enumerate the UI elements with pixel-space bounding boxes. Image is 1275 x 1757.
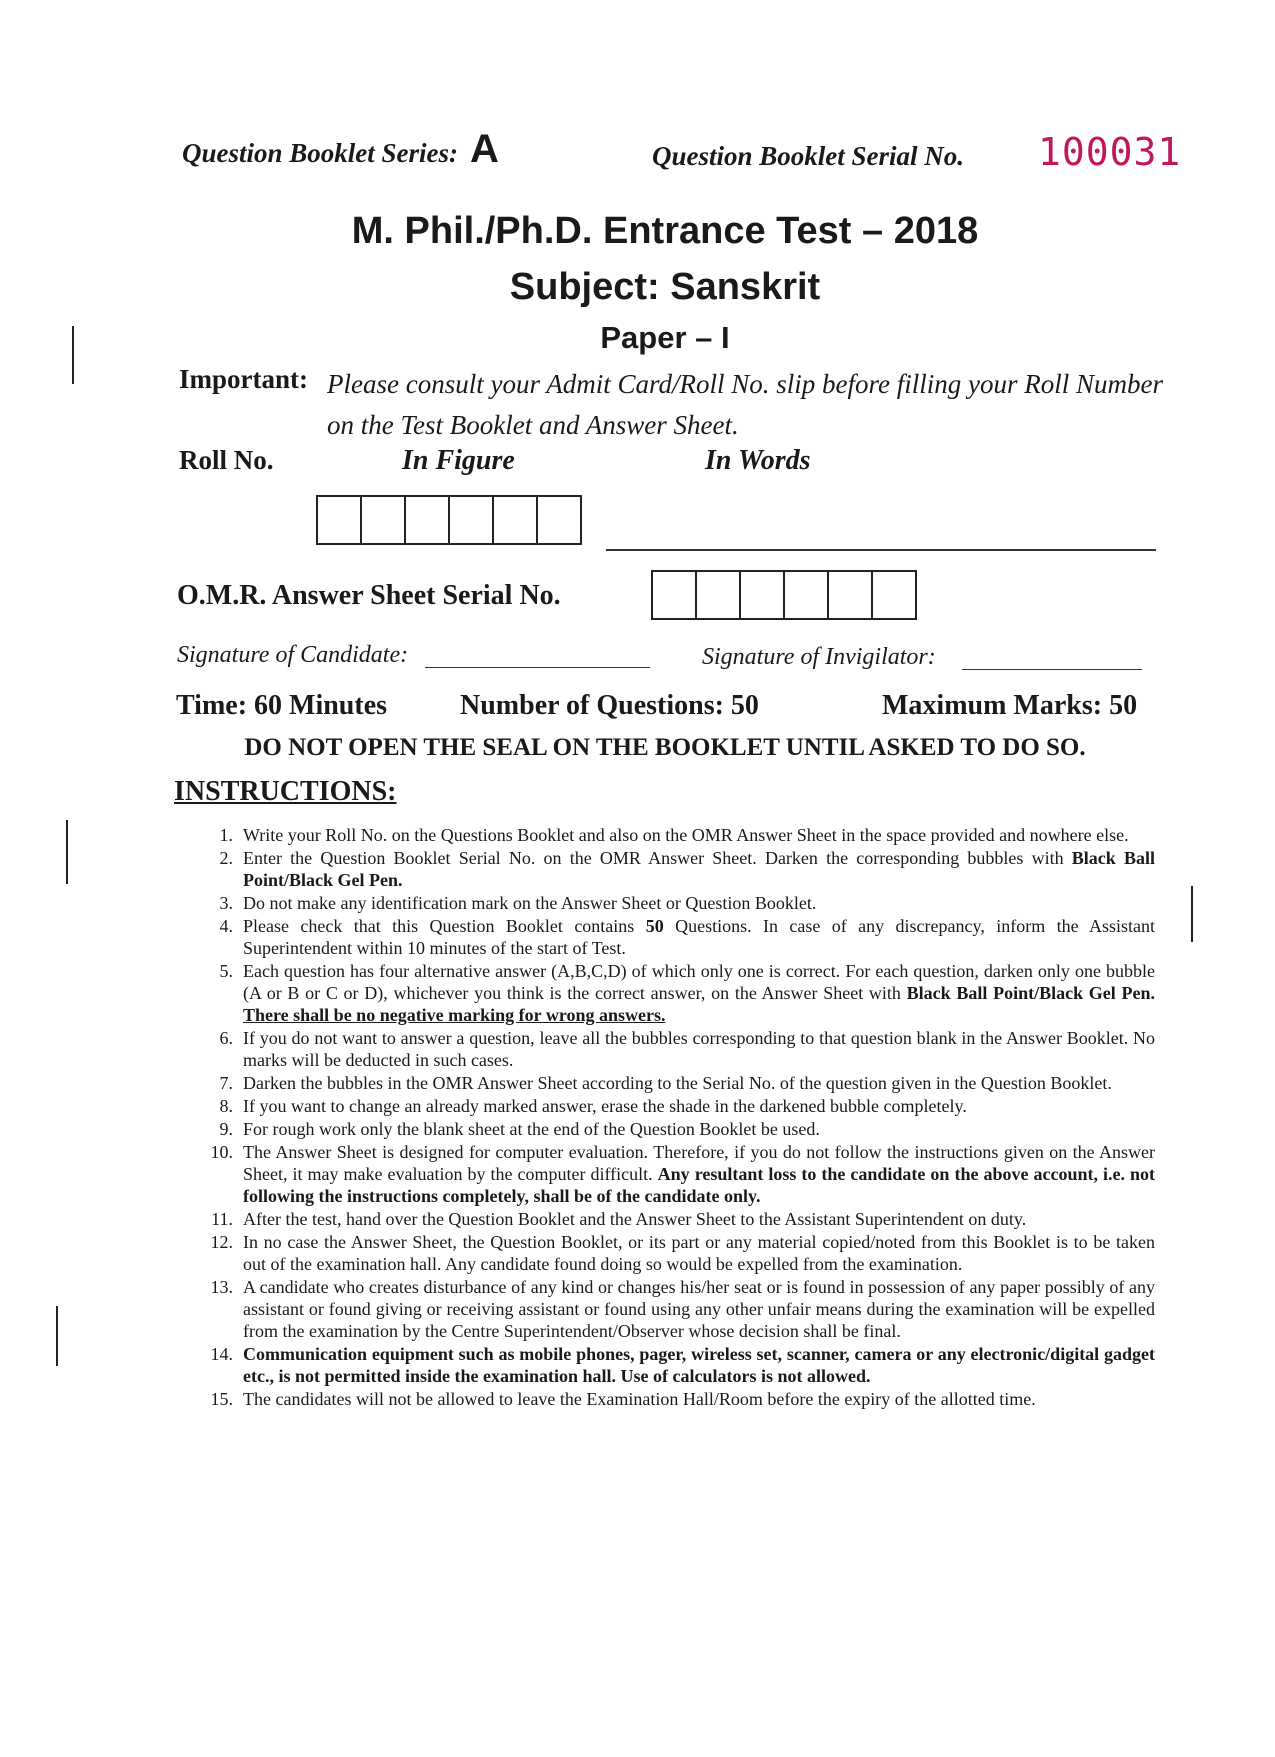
omr-digit-box[interactable] — [739, 570, 785, 620]
omr-digit-box[interactable] — [827, 570, 873, 620]
candidate-signature-line[interactable] — [425, 667, 650, 668]
roll-digit-box[interactable] — [492, 495, 538, 545]
list-item: 6. If you do not want to answer a question, leave all the bubbles corresponding to that question blank in the Answer Booklet. No marks will be deducted in such cases. — [219, 1028, 1155, 1070]
paper-title: Paper – I — [600, 320, 730, 355]
booklet-serial-label: Question Booklet Serial No. — [652, 141, 965, 171]
in-figure-label: In Figure — [402, 445, 515, 476]
list-item: 13. A candidate who creates disturbance of any kind or changes his/her seat or is found in possession of any paper possibly of any assistant or found giving or receiving assistant or found using any other unfair means during the examination will be expelled from the examination by the Centre Superintendent/Observer whose decision shall be final. — [210, 1277, 1155, 1341]
invigilator-signature-line[interactable] — [962, 669, 1142, 670]
booklet-series-label: Question Booklet Series: — [182, 138, 459, 168]
list-item: 4. Please check that this Question Booklet contains 50 Questions. In case of any discrepancy, inform the Assistant Superintendent within 10 minutes of the start of Test. — [219, 916, 1156, 958]
booklet-series-value: A — [470, 127, 499, 171]
instructions-list — [205, 824, 1155, 1411]
list-item: 14. Communication equipment such as mobile phones, pager, wireless set, scanner, camera or any electronic/digital gadget etc., is not permitted inside the examination hall. Use of calculators is not allowed. — [210, 1344, 1155, 1386]
omr-serial-label: O.M.R. Answer Sheet Serial No. — [177, 580, 561, 611]
roll-in-words-line[interactable] — [606, 549, 1156, 551]
roll-digit-box[interactable] — [536, 495, 582, 545]
list-item: 9. For rough work only the blank sheet at the end of the Question Booklet be used. — [219, 1119, 820, 1139]
booklet-serial-number: 100031 — [1038, 130, 1182, 174]
list-item: 1. Write your Roll No. on the Questions Booklet and also on the OMR Answer Sheet in the space provided and nowhere else. — [219, 825, 1129, 845]
scan-mark — [72, 326, 74, 384]
roll-digit-box[interactable] — [404, 495, 450, 545]
question-count: Number of Questions: 50 — [460, 690, 759, 721]
roll-digit-box[interactable] — [448, 495, 494, 545]
omr-digit-box[interactable] — [695, 570, 741, 620]
list-item: 11. After the test, hand over the Question Booklet and the Answer Sheet to the Assistant Superintendent on duty. — [211, 1209, 1027, 1229]
omr-digit-box[interactable] — [871, 570, 917, 620]
maximum-marks: Maximum Marks: 50 — [882, 690, 1138, 721]
important-label: Important: — [179, 364, 308, 394]
list-item: 15. The candidates will not be allowed to leave the Examination Hall/Room before the expiry of the allotted time. — [210, 1389, 1036, 1409]
roll-number-label: Roll No. — [179, 445, 274, 475]
omr-digit-box[interactable] — [651, 570, 697, 620]
exam-title: M. Phil./Ph.D. Entrance Test – 2018 — [351, 210, 979, 252]
omr-serial-boxes[interactable] — [653, 570, 917, 620]
roll-number-boxes[interactable] — [318, 495, 582, 545]
candidate-signature-label: Signature of Candidate: — [177, 642, 409, 668]
scan-mark — [1191, 886, 1193, 942]
important-text: Please consult your Admit Card/Roll No. slip before filling your Roll Number on the Test Booklet and Answer Sheet. — [327, 369, 1163, 440]
list-item: 2. Enter the Question Booklet Serial No. on the OMR Answer Sheet. Darken the corresponding bubbles with Black Ball Point/Black Gel Pen. — [219, 848, 1155, 890]
roll-digit-box[interactable] — [360, 495, 406, 545]
scan-mark — [56, 1306, 58, 1366]
seal-notice: DO NOT OPEN THE SEAL ON THE BOOKLET UNTIL ASKED TO DO SO. — [244, 734, 1086, 761]
list-item: 8. If you want to change an already marked answer, erase the shade in the darkened bubble completely. — [219, 1096, 967, 1116]
roll-digit-box[interactable] — [316, 495, 362, 545]
list-item: 5. Each question has four alternative answer (A,B,C,D) of which only one is correct. For each question, darken only one bubble (A or B or C or D), whichever you think is the correct answer, on the Answer Sheet with Black Ball Point/Black Gel Pen. There shall be no negative marking for wrong answers. — [219, 961, 1156, 1025]
instructions-heading: INSTRUCTIONS: — [174, 776, 397, 807]
invigilator-signature-label: Signature of Invigilator: — [702, 644, 936, 670]
omr-digit-box[interactable] — [783, 570, 829, 620]
list-item: 12. In no case the Answer Sheet, the Question Booklet, or its part or any material copied/noted from this Booklet is to be taken out of the examination hall. Any candidate found doing so would be expelled from the examination. — [210, 1232, 1155, 1274]
in-words-label: In Words — [705, 445, 811, 476]
list-item: 7. Darken the bubbles in the OMR Answer Sheet according to the Serial No. of the question given in the Question Booklet. — [219, 1073, 1112, 1093]
subject-title: Subject: Sanskrit — [509, 266, 821, 308]
list-item: 3. Do not make any identification mark on the Answer Sheet or Question Booklet. — [219, 893, 817, 913]
time-limit: Time: 60 Minutes — [176, 690, 388, 721]
scan-mark — [66, 820, 68, 884]
list-item: 10. The Answer Sheet is designed for computer evaluation. Therefore, if you do not follow the instructions given on the Answer Sheet, it may make evaluation by the computer difficult. Any resultant loss to the candidate on the above account, i.e. not following the instructions completely, shall be of the candidate only. — [210, 1142, 1155, 1206]
